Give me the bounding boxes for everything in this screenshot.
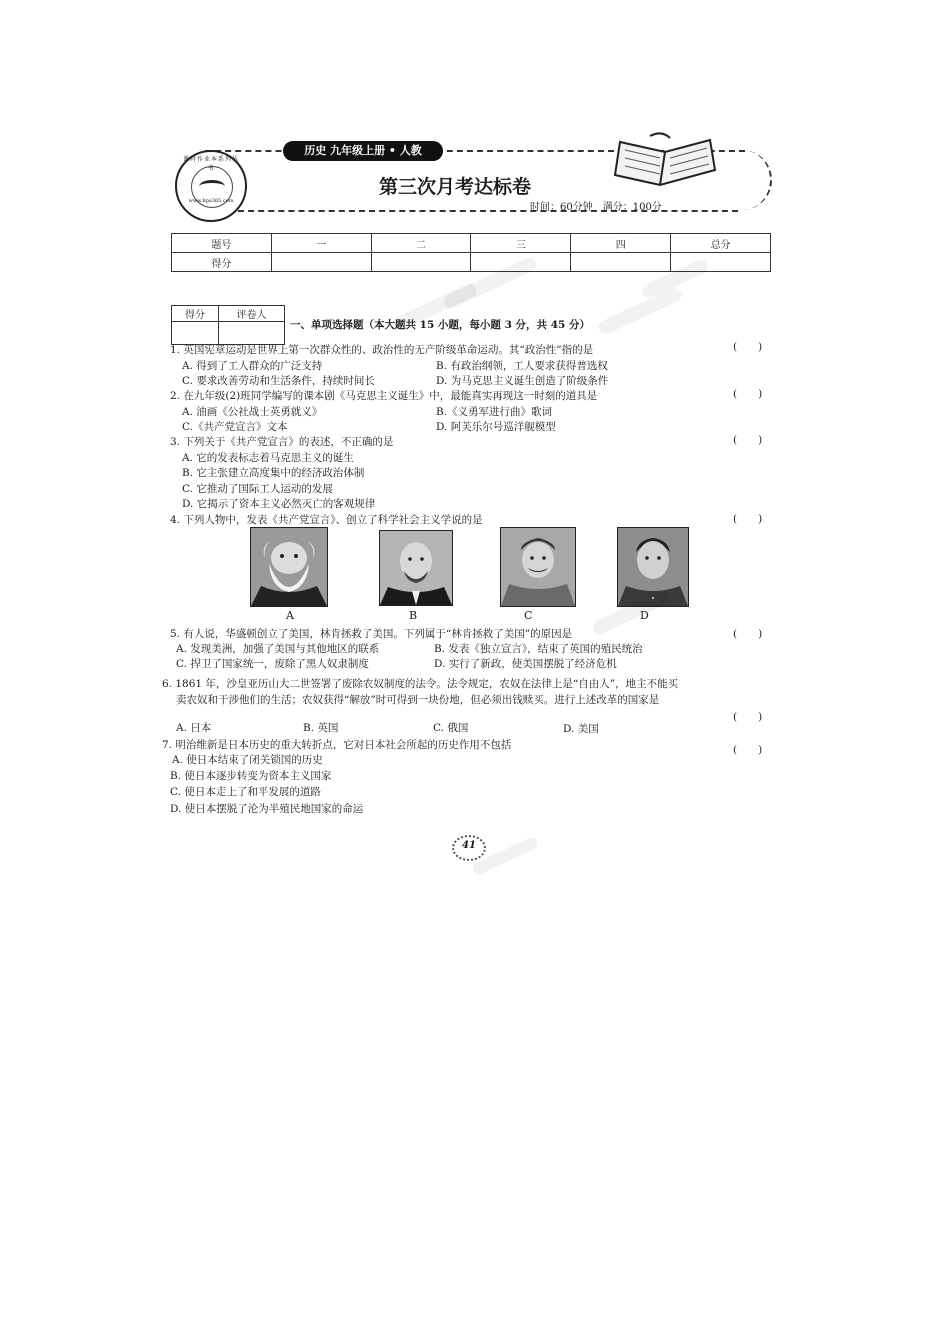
- score-cell[interactable]: [371, 253, 471, 272]
- answer-bracket[interactable]: ( ): [733, 744, 763, 756]
- section-title: 一、单项选择题（本大题共 15 小题，每小题 3 分，共 45 分）: [290, 319, 590, 331]
- grader-table: [171, 305, 285, 345]
- question-2-option-d[interactable]: D. 阿芙乐尔号巡洋舰模型: [436, 421, 556, 433]
- score-table-header: 一: [271, 234, 371, 253]
- page-title: 第三次月考达标卷: [378, 176, 531, 198]
- exam-time-info: 时间：60分钟 满分：100分: [530, 202, 662, 213]
- grader-score-label: 得分: [172, 306, 219, 322]
- question-5-option-a[interactable]: A. 发现美洲，加强了美国与其他地区的联系: [176, 643, 380, 655]
- question-6-stem-continued: 卖农奴和干涉他们的生活；农奴获得“解放”时可得到一块份地，但必须出钱赎买。进行上述改革的国家是: [176, 694, 660, 706]
- header-border-curve: [720, 150, 772, 210]
- score-table-header: 二: [371, 234, 471, 253]
- answer-bracket[interactable]: ( ): [733, 513, 763, 525]
- question-1-option-c[interactable]: C. 要求改善劳动和生活条件，持续时间长: [182, 375, 375, 387]
- question-2-option-a[interactable]: A. 油画《公社战士英勇就义》: [182, 406, 323, 418]
- question-4-stem: 4. 下列人物中，发表《共产党宣言》、创立了科学社会主义学说的是: [170, 514, 483, 526]
- question-7-stem: 7. 明治维新是日本历史的重大转折点，它对日本社会所起的历史作用不包括: [162, 739, 512, 751]
- logo-ring-text: 课时作业本系列丛书: [183, 156, 240, 172]
- answer-bracket[interactable]: ( ): [733, 628, 763, 640]
- score-table: [171, 233, 771, 272]
- score-table-header-row: [172, 234, 771, 253]
- question-5-option-c[interactable]: C. 捍卫了国家统一，废除了黑人奴隶制度: [176, 658, 369, 670]
- score-cell[interactable]: [271, 253, 371, 272]
- page-number: 41: [462, 840, 476, 851]
- question-3-stem: 3. 下列关于《共产党宣言》的表述，不正确的是: [170, 436, 394, 448]
- bald-man-portrait: [380, 531, 452, 605]
- watermark-smudge: [596, 286, 683, 337]
- question-7-option-c[interactable]: C. 使日本走上了和平发展的道路: [170, 786, 321, 798]
- question-1-stem: 1. 英国宪章运动是世界上第一次群众性的、政治性的无产阶级革命运动。其“政治性”指的是: [170, 344, 594, 356]
- question-6-option-a[interactable]: A. 日本: [176, 722, 212, 734]
- logo-url: www.hpa365.com: [188, 198, 234, 204]
- score-table-header: 题号: [172, 234, 272, 253]
- score-table-header: 总分: [671, 234, 771, 253]
- question-3-option-b[interactable]: B. 它主张建立高度集中的经济政治体制: [182, 467, 365, 479]
- question-3-option-d[interactable]: D. 它揭示了资本主义必然灭亡的客观规律: [182, 498, 376, 510]
- book-icon: [199, 180, 225, 193]
- grader-name-label: 评卷人: [219, 306, 285, 322]
- portrait-c[interactable]: [500, 527, 576, 607]
- mustached-man-portrait: [501, 528, 575, 606]
- question-7-option-b[interactable]: B. 使日本逐步转变为资本主义国家: [170, 770, 332, 782]
- answer-bracket[interactable]: ( ): [733, 341, 763, 353]
- question-5-stem: 5. 有人说，华盛顿创立了美国，林肯拯救了美国。下列属于“林肯拯救了美国”的原因是: [170, 628, 573, 640]
- answer-bracket[interactable]: ( ): [733, 434, 763, 446]
- question-2-option-b[interactable]: B.《义勇军进行曲》歌词: [436, 406, 553, 418]
- question-2-option-c[interactable]: C.《共产党宣言》文本: [182, 421, 288, 433]
- question-1-option-d[interactable]: D. 为马克思主义诞生创造了阶级条件: [436, 375, 609, 387]
- question-7-option-a[interactable]: A. 使日本结束了闭关锁国的历史: [172, 754, 323, 766]
- score-cell[interactable]: [571, 253, 671, 272]
- question-5-option-b[interactable]: B. 发表《独立宣言》，结束了英国的殖民统治: [434, 643, 643, 655]
- portrait-b[interactable]: [379, 530, 453, 606]
- bearded-man-portrait: [251, 528, 327, 606]
- question-6-option-b[interactable]: B. 英国: [303, 722, 339, 734]
- portrait-label-b: B: [409, 609, 418, 622]
- question-6-stem: 6. 1861 年，沙皇亚历山大二世签署了废除农奴制度的法令。法令规定，农奴在法律上是“自由人”，地主不能买: [162, 678, 679, 690]
- question-6-option-c[interactable]: C. 俄国: [433, 722, 469, 734]
- portrait-a[interactable]: [250, 527, 328, 607]
- portrait-label-d: D: [640, 609, 649, 622]
- question-3-option-c[interactable]: C. 它推动了国际工人运动的发展: [182, 483, 333, 495]
- answer-bracket[interactable]: ( ): [733, 711, 763, 723]
- question-6-option-d[interactable]: D. 美国: [563, 723, 599, 735]
- answer-bracket[interactable]: ( ): [733, 388, 763, 400]
- question-2-stem: 2. 在九年级(2)班同学编写的课本剧《马克思主义诞生》中，最能真实再现这一时刻的道具是: [170, 390, 598, 402]
- score-table-header: 四: [571, 234, 671, 253]
- portrait-label-c: C: [524, 609, 533, 622]
- header-border-bottom: [238, 210, 738, 212]
- score-table-header: 三: [471, 234, 571, 253]
- question-7-option-d[interactable]: D. 使日本摆脱了沦为半殖民地国家的命运: [170, 803, 364, 815]
- score-row-label: 得分: [172, 253, 272, 272]
- question-1-option-b[interactable]: B. 有政治纲领，工人要求获得普选权: [436, 360, 608, 372]
- publisher-logo: [175, 150, 247, 222]
- open-book-icon: [610, 130, 720, 190]
- page-number-badge: [452, 835, 486, 861]
- portrait-label-a: A: [286, 609, 294, 622]
- subject-banner: 历史 九年级上册 • 人教: [283, 141, 443, 161]
- question-3-option-a[interactable]: A. 它的发表标志着马克思主义的诞生: [182, 452, 354, 464]
- question-5-option-d[interactable]: D. 实行了新政，使美国摆脱了经济危机: [434, 658, 617, 670]
- question-1-option-a[interactable]: A. 得到了工人群众的广泛支持: [182, 360, 323, 372]
